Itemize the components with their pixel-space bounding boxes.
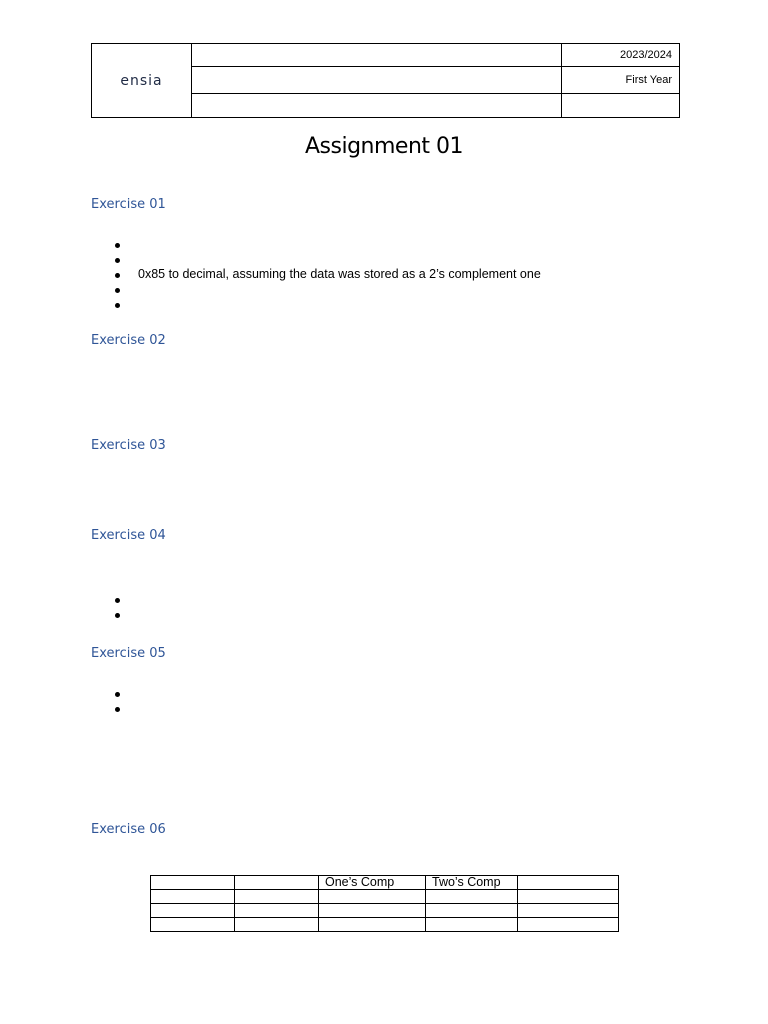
header-cell bbox=[192, 94, 562, 118]
academic-year: 2023/2024 bbox=[562, 44, 680, 67]
header-cell bbox=[562, 94, 680, 118]
table-cell bbox=[426, 918, 518, 932]
list-item bbox=[91, 686, 138, 701]
table-header-cell: Two’s Comp bbox=[426, 876, 518, 890]
bullet-list bbox=[91, 686, 138, 716]
table-cell bbox=[235, 904, 319, 918]
bullet-list bbox=[91, 592, 138, 622]
page-title: Assignment 01 bbox=[304, 134, 464, 159]
table-cell bbox=[319, 890, 426, 904]
ensia-logo: ensia bbox=[120, 72, 163, 89]
conversion-table bbox=[150, 875, 619, 932]
list-item bbox=[91, 297, 541, 312]
table-header-cell bbox=[518, 876, 619, 890]
exercise-heading: Exercise 02 bbox=[91, 333, 166, 348]
exercise-heading: Exercise 05 bbox=[91, 646, 166, 661]
table-cell bbox=[319, 918, 426, 932]
list-item bbox=[91, 282, 541, 297]
table-row bbox=[151, 918, 619, 932]
table-row bbox=[151, 890, 619, 904]
table-cell bbox=[151, 890, 235, 904]
table-row bbox=[151, 904, 619, 918]
table-cell bbox=[235, 918, 319, 932]
exercise-heading: Exercise 04 bbox=[91, 528, 166, 543]
header-cell bbox=[192, 44, 562, 67]
table-cell bbox=[518, 918, 619, 932]
table-cell bbox=[426, 904, 518, 918]
list-item bbox=[91, 252, 541, 267]
table-header-row bbox=[151, 876, 619, 890]
exercise-heading: Exercise 01 bbox=[91, 197, 166, 212]
study-year: First Year bbox=[562, 67, 680, 94]
table-header-cell bbox=[151, 876, 235, 890]
header-table bbox=[91, 43, 680, 118]
table-cell bbox=[518, 904, 619, 918]
header-cell bbox=[192, 67, 562, 94]
table-cell bbox=[518, 890, 619, 904]
table-cell bbox=[319, 904, 426, 918]
list-item bbox=[91, 592, 138, 607]
table-cell bbox=[426, 890, 518, 904]
exercise-heading: Exercise 06 bbox=[91, 822, 166, 837]
bullet-list bbox=[91, 237, 541, 312]
exercise-heading: Exercise 03 bbox=[91, 438, 166, 453]
list-item bbox=[91, 607, 138, 622]
table-header-cell bbox=[235, 876, 319, 890]
table-cell bbox=[151, 904, 235, 918]
list-item: 0x85 to decimal, assuming the data was stored as a 2’s complement one bbox=[91, 267, 541, 282]
table-cell bbox=[151, 918, 235, 932]
table-header-cell: One’s Comp bbox=[319, 876, 426, 890]
logo-cell bbox=[92, 44, 192, 118]
list-item bbox=[91, 701, 138, 716]
list-item bbox=[91, 237, 541, 252]
table-cell bbox=[235, 890, 319, 904]
